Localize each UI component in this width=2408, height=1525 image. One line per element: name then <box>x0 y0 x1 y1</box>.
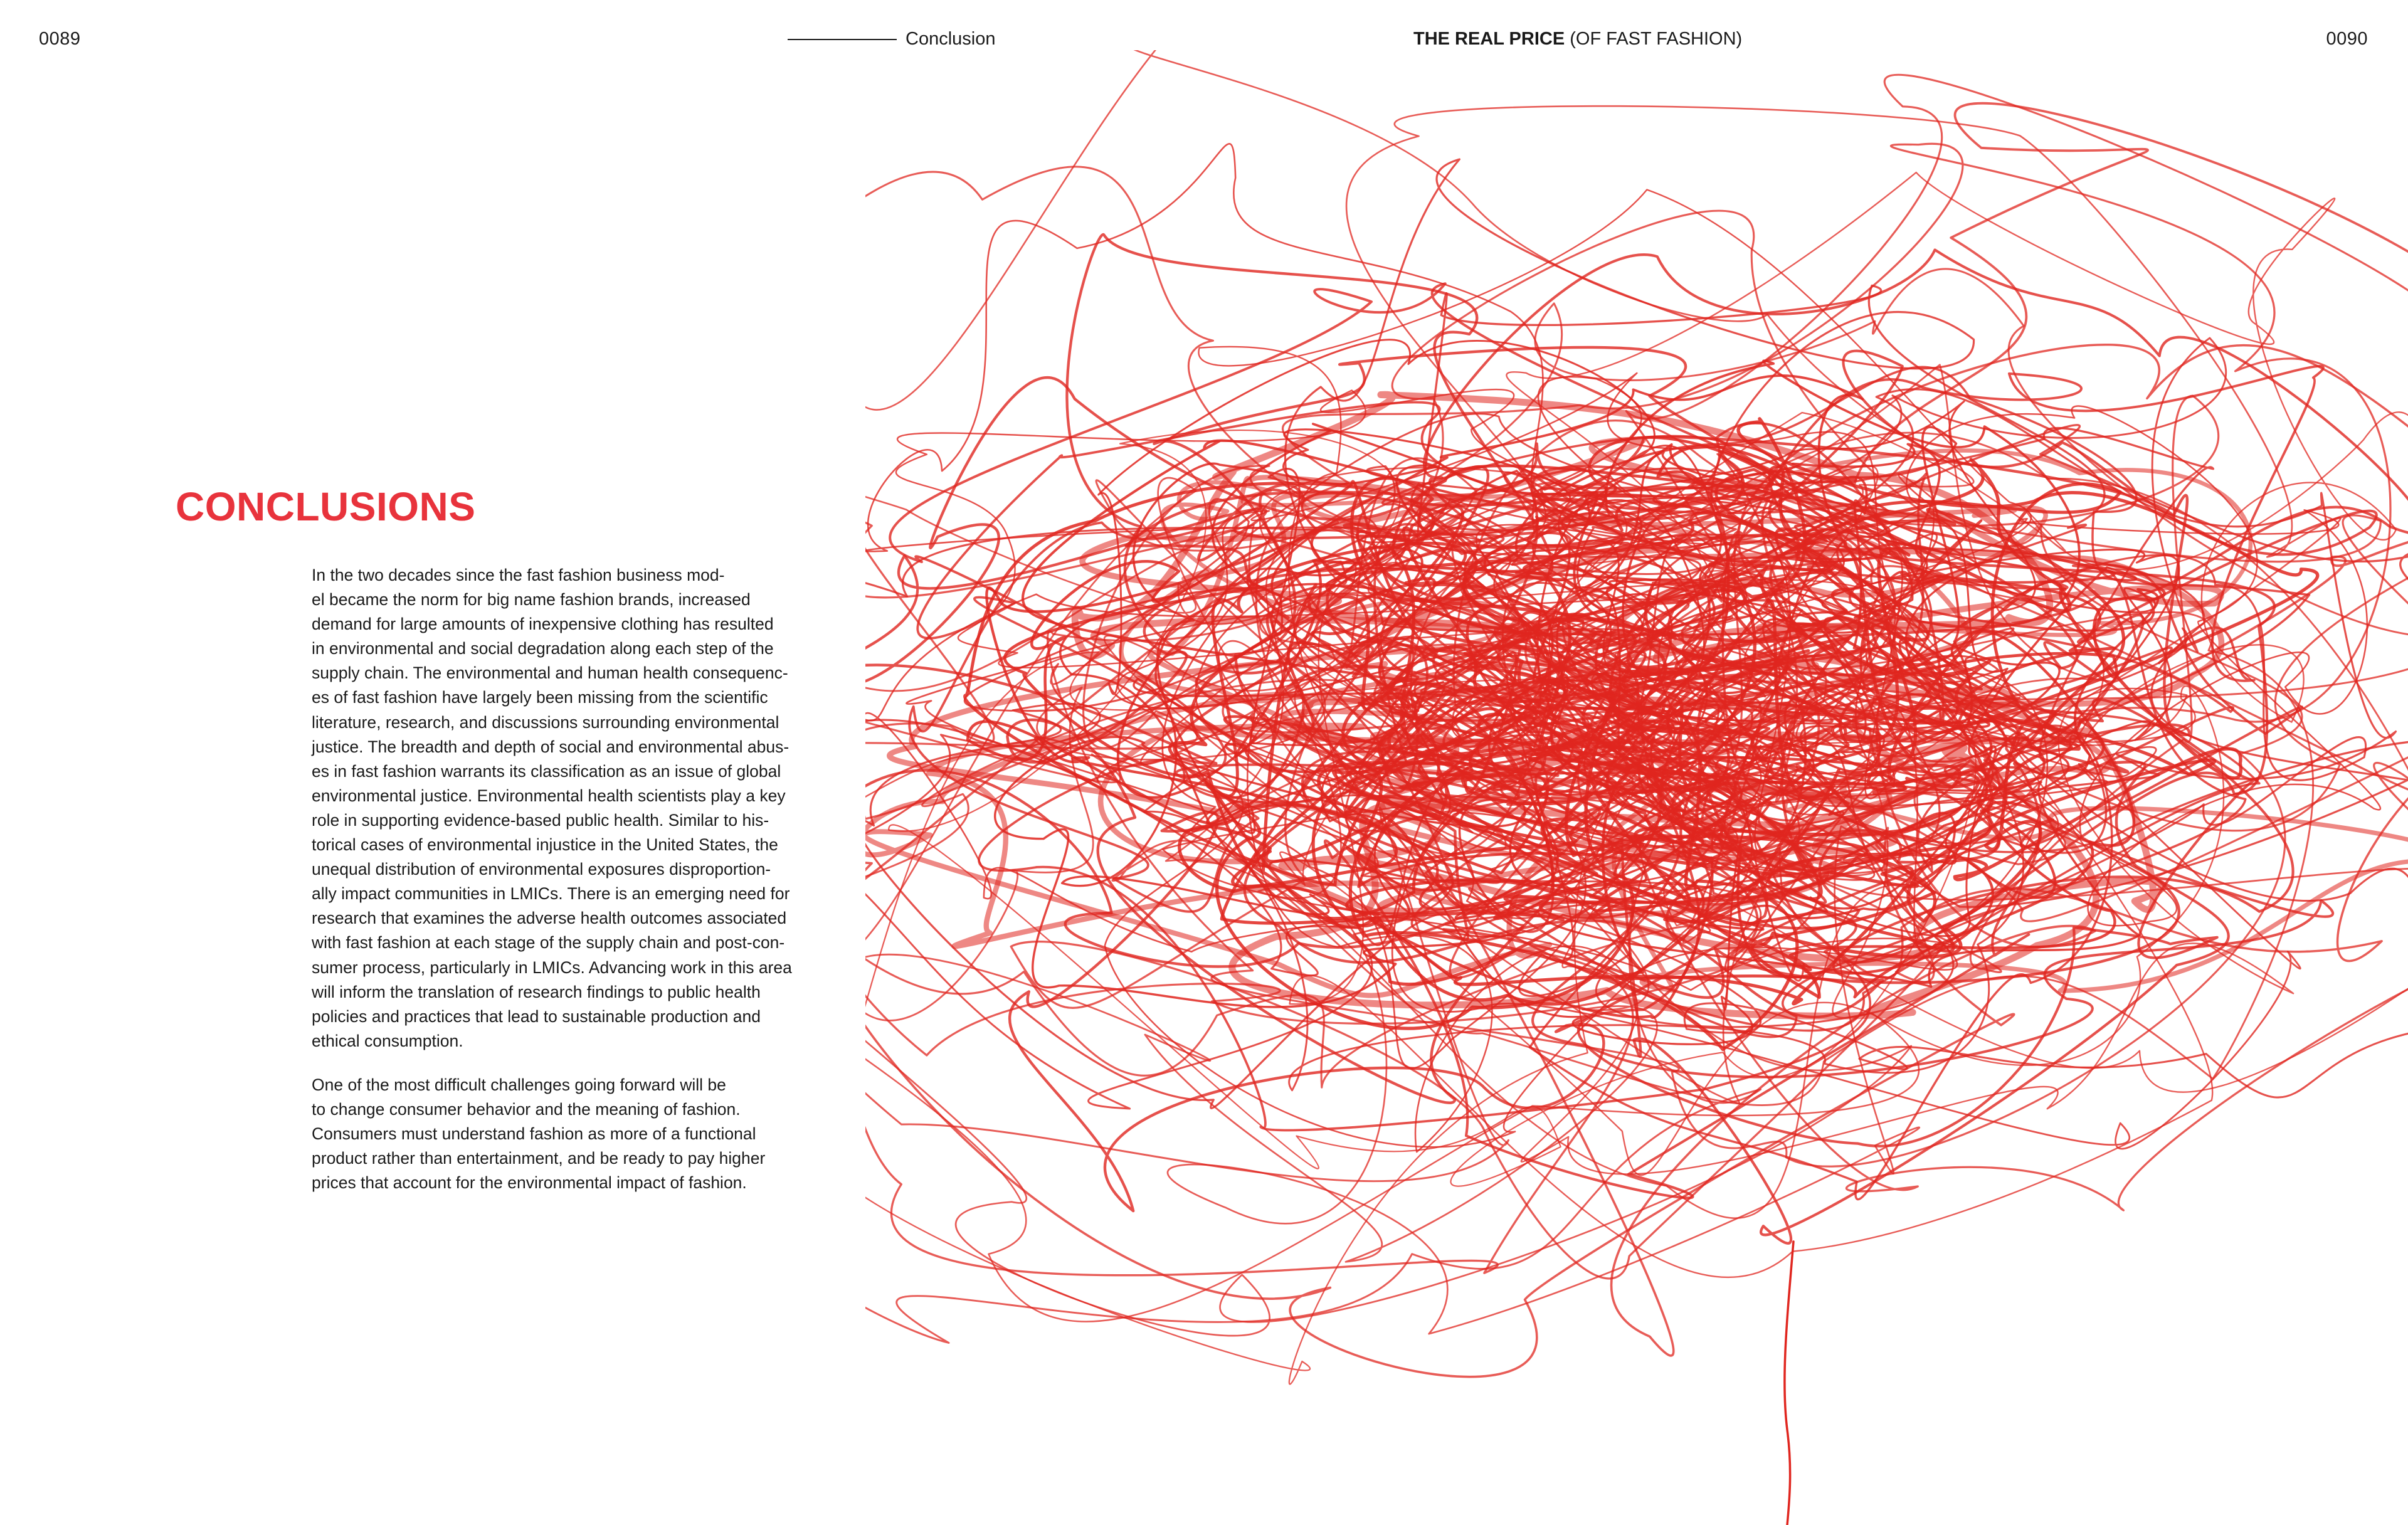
right-page-number: 0090 <box>2326 29 2368 49</box>
thread-illustration <box>865 50 2408 1525</box>
running-head-bold: THE REAL PRICE <box>1413 29 1565 49</box>
tangled-red-thread-icon <box>865 50 2408 1525</box>
running-head <box>1413 29 1742 50</box>
thread-tail <box>1785 1242 1793 1525</box>
left-page-number: 0089 <box>39 29 81 49</box>
page-title: CONCLUSIONS <box>176 484 476 529</box>
body-text <box>312 563 832 1215</box>
section-label: Conclusion <box>906 29 996 49</box>
paragraph-1: In the two decades since the fast fashion business mod- el became the norm for big name fashion brands, increased demand for large amounts of inexpensive clothing has resulted in environmental and social degradation along each step of the supply chain. The environmental and human health consequenc- es of fast fashion have largely been missing from the scientific literature, research, and discussions surrounding environmental justice. The breadth and depth of social and environmental abus- es in fast fashion warrants its classification as an issue of global environmental justice. Environmental health scientists play a key role in supporting evidence-based public health. Similar to his- torical cases of environmental injustice in the United States, the unequal distribution of environmental exposures disproportion- ally impact communities in LMICs. There is an emerging need for research that examines the adverse health outcomes associated with fast fashion at each stage of the supply chain and post-con- sumer process, particularly in LMICs. Advancing work in this area will inform the translation of research findings to public health policies and practices that lead to sustainable production and ethical consumption. <box>312 566 792 1050</box>
section-rule <box>788 39 897 40</box>
running-head-light: (OF FAST FASHION) <box>1565 29 1743 49</box>
paragraph-2: One of the most difficult challenges going forward will be to change consumer behavior and the meaning of fashion. Consumers must understand fashion as more of a functional product rather than entertainment, and be ready to pay higher prices that account for the environmental impact of fashion. <box>312 1075 766 1193</box>
